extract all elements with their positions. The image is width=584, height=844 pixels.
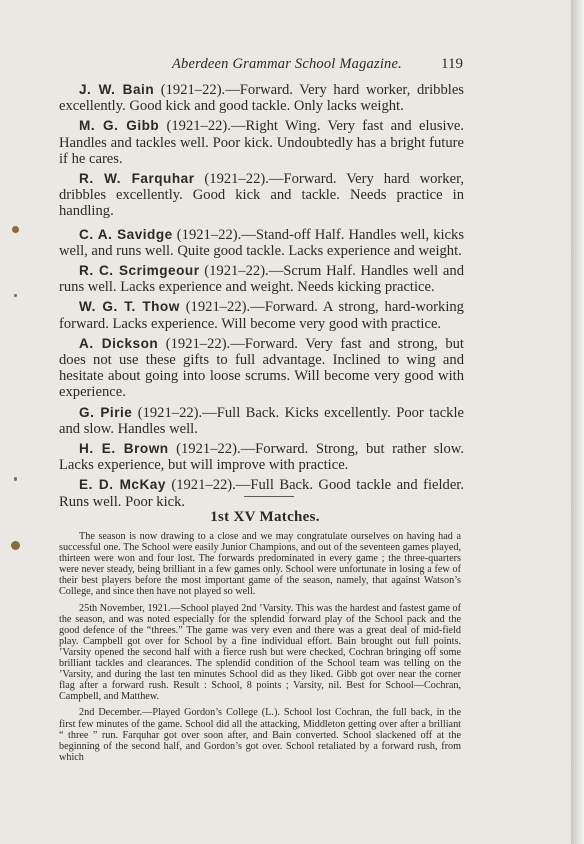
- player-entry: [59, 405, 464, 437]
- player-description: (1921–22).—Right Wing. Very fast and elusive. Handles and tackles well. Poor kick. Undoubtedly has a bright future if he cares.: [59, 118, 464, 167]
- player-entry: [59, 299, 464, 331]
- player-entry: [59, 82, 464, 114]
- player-description: (1921–22).—Forward. Very fast and strong, but does not use these gifts to full advantage. Inclined to wing and hesitate about going into loose scrums. Will become very good with experience.: [59, 335, 464, 401]
- report-paragraph: The season is now drawing to a close and we may congratulate ourselves on having had a successful one. The School were easily Junior Champions, and out of the seventeen games played, thirteen were won and four lost. The forwards predominated in every game ; the three-quarters were never steady, being brilliant in a few games only. School were unfortunate in losing a few of their best players before the most important game of the season, namely, that against Watson’s College, and since then have not played so well.: [59, 531, 461, 598]
- player-description: (1921–22).—Scrum Half. Handles well and runs well. Lacks experience and weight. Needs kicking practice.: [59, 263, 464, 296]
- section-divider: [244, 496, 294, 497]
- section-heading: 1st XV Matches.: [210, 509, 320, 525]
- player-description: (1921–22).—Forward. A strong, hard-working forward. Lacks experience. Will become very good with practice.: [59, 299, 464, 332]
- binding-hole-mark: [12, 226, 19, 233]
- player-name: M. G. Gibb: [79, 118, 160, 134]
- player-entry: [59, 336, 464, 401]
- page-edge: [571, 0, 584, 844]
- player-description: (1921–22).—Full Back. Good tackle and fielder. Runs well. Poor kick.: [59, 477, 465, 510]
- player-name: C. A. Savidge: [79, 226, 173, 242]
- player-name: W. G. T. Thow: [79, 299, 180, 315]
- player-name: E. D. McKay: [79, 477, 166, 493]
- player-entry: [59, 263, 464, 295]
- player-name: J. W. Bain: [79, 82, 155, 97]
- player-name: G. Pirie: [79, 404, 133, 420]
- binding-hole-mark: [14, 294, 17, 297]
- player-description: (1921–22).—Forward. Very hard worker, dribbles excellently. Good kick and good tackle. Only lacks weight.: [59, 82, 464, 115]
- player-description: (1921–22).—Stand-off Half. Handles well, kicks well, and runs well. Quite good tackle. Lacks experience and weight.: [59, 226, 464, 259]
- player-name: H. E. Brown: [79, 441, 169, 457]
- player-entry: [59, 477, 464, 509]
- player-name: R. C. Scrimgeour: [79, 263, 200, 279]
- report-paragraph: 2nd December.—Played Gordon’s College (L.). School lost Cochran, the full back, in the first few minutes of the game. School did all the attacking, Middleton getting over after a brilliant “ three ” run. Farquhar got over soon after, and Bain converted. School slackened off at the beginning of the second half, and Gordon’s got over. School retaliated by a forward rush, from which: [59, 707, 461, 763]
- player-name: R. W. Farquhar: [79, 171, 195, 187]
- binding-hole-mark: [14, 477, 17, 481]
- running-title: Aberdeen Grammar School Magazine.: [172, 56, 402, 72]
- player-name: A. Dickson: [79, 335, 159, 351]
- player-entry: [59, 227, 464, 259]
- player-entry: [59, 441, 464, 473]
- page-number: 119: [441, 56, 463, 72]
- player-description: (1921–22).—Forward. Strong, but rather slow. Lacks experience, but will improve with practice.: [59, 441, 464, 474]
- report-paragraph: 25th November, 1921.—School played 2nd ’Varsity. This was the hardest and fastest game of the season, and was noted especially for the splendid forward play of the School pack and the good defence of the “threes.” The game was very even and there was a great deal of mid-field play. Campbell got over for School by a fine individual effort. Bain brought out full points. ’Varsity opened the second half with a fierce rush but were checked, Cochran bringing off some brilliant tackles and clearances. The splendid condition of the School team was telling on the ’Varsity, and during the last ten minutes School did as they liked. Gibb got over near the corner flag after a forward rush. Result : School, 8 points ; Varsity, nil. Best for School—Cochran, Campbell, and Matthew.: [59, 602, 461, 703]
- binding-hole-mark: [11, 541, 20, 550]
- page-header: [0, 56, 571, 76]
- player-entry: [59, 171, 464, 220]
- player-entry: [59, 118, 464, 167]
- player-description: (1921–22).—Full Back. Kicks excellently. Poor tackle and slow. Handles well.: [59, 404, 464, 437]
- player-critiques: [59, 82, 464, 514]
- player-description: (1921–22).—Forward. Very hard worker, dribbles excellently. Good kick and tackle. Needs practice in handling.: [59, 171, 464, 220]
- match-report: [59, 531, 461, 768]
